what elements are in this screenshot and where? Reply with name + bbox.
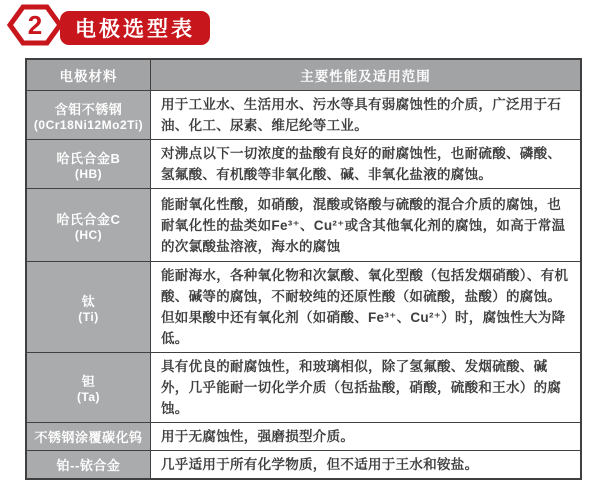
- material-cell: [26, 189, 151, 262]
- table-row: [26, 140, 581, 189]
- material-cell: [26, 353, 151, 423]
- page-title: 电极选型表: [75, 18, 195, 41]
- description-cell: 用于工业水、生活用水、污水等具有弱腐蚀性的介质，广泛用于石油、化工、尿素、维尼纶等工业。: [151, 91, 582, 140]
- description-cell: 具有优良的耐腐蚀性，和玻璃相似，除了氢氟酸、发烟硫酸、碱外，几乎能耐一切化学介质（包括盐酸，硝酸，硫酸和王水）的腐蚀。: [151, 353, 582, 423]
- description-cell: 几乎适用于所有化学物质，但不适用于王水和铵盐。: [151, 451, 582, 480]
- badge-number: 2: [27, 9, 43, 40]
- material-name: 钛: [81, 293, 96, 309]
- section-title-banner: [60, 11, 210, 45]
- material-cell: [26, 262, 151, 353]
- material-name: 钽: [81, 374, 96, 389]
- table-row: [26, 353, 581, 423]
- material-name: 含钼不锈钢: [54, 101, 123, 117]
- column-header-performance: 主要性能及适用范围: [151, 59, 582, 91]
- section-header: [0, 0, 600, 58]
- table-row: [26, 189, 581, 262]
- material-grade: (Ti): [78, 309, 99, 324]
- material-grade: (HC): [74, 227, 103, 242]
- description-cell: 能耐氧化性酸，如硝酸，混酸或铬酸与硫酸的混合介质的腐蚀，也耐氧化性的盐类如Fe³⁺、Cu²⁺或含其他氧化剂的腐蚀，如高于常温的次氯酸盐溶液，海水的腐蚀: [151, 189, 582, 262]
- description-cell: 对沸点以下一切浓度的盐酸有良好的耐腐蚀性，也耐硫酸、磷酸、氢氟酸、有机酸等非氧化酸、碱、非氧化盐液的腐蚀。: [151, 140, 582, 189]
- material-grade: (HB): [74, 166, 103, 181]
- material-name: 铂--铱合金: [56, 458, 121, 473]
- material-grade: (Ta): [76, 390, 101, 404]
- column-header-material: 电极材料: [26, 59, 151, 91]
- table-row: [26, 262, 581, 353]
- material-name: 哈氏合金B: [56, 150, 121, 166]
- electrode-selection-table: [25, 58, 582, 480]
- description-cell: 用于无腐蚀性，强磨损型介质。: [151, 423, 582, 451]
- material-name: 哈氏合金C: [56, 211, 121, 227]
- material-cell: [26, 140, 151, 189]
- material-cell: [26, 423, 151, 451]
- table-row: [26, 423, 581, 451]
- table-row: [26, 451, 581, 480]
- section-number-badge: [6, 3, 64, 49]
- table-header-row: [26, 59, 581, 91]
- table-row: [26, 91, 581, 140]
- material-grade: (0Cr18Ni12Mo2Ti): [33, 117, 144, 132]
- material-cell: [26, 91, 151, 140]
- material-name: 不锈钢涂覆碳化钨: [34, 430, 143, 445]
- description-cell: 能耐海水，各种氧化物和次氯酸、氧化型酸（包括发烟硝酸）、有机酸、碱等的腐蚀，不耐较纯的还原性酸（如硫酸，盐酸）的腐蚀。但如果酸中还有氧化剂（如硝酸、Fe³⁺、Cu²⁺）时，腐蚀性大为降低。: [151, 262, 582, 353]
- material-cell: [26, 451, 151, 480]
